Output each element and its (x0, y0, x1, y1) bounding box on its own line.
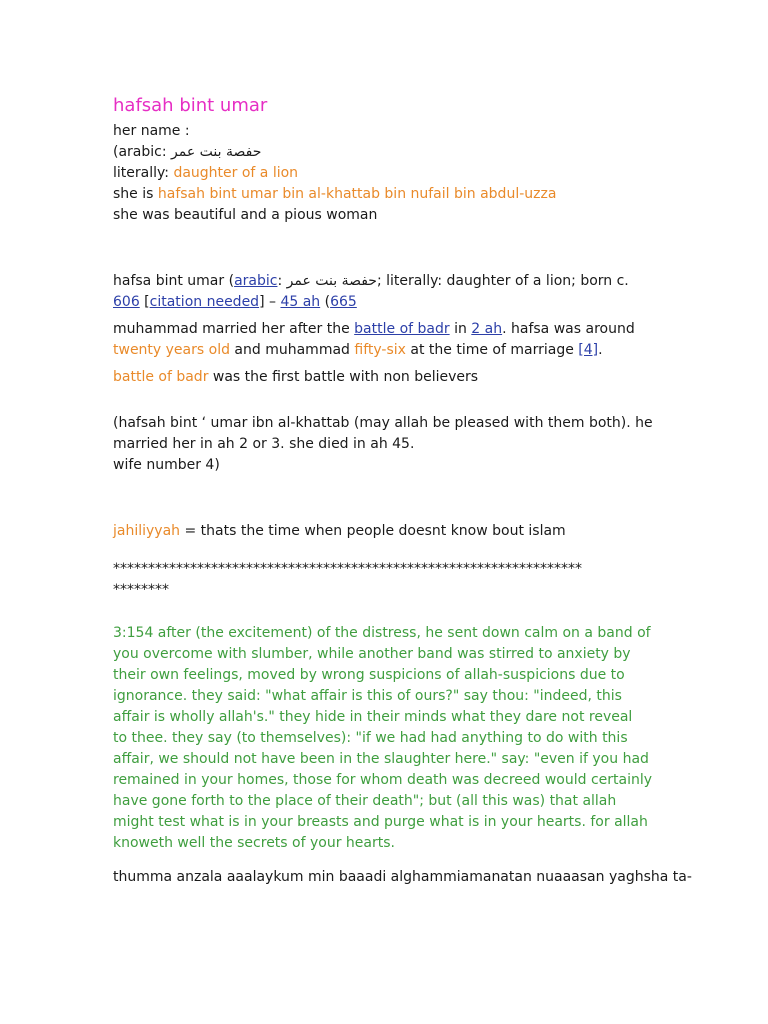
battle-line (113, 367, 658, 388)
ah-2-link[interactable]: 2 ah (471, 321, 503, 337)
verse-line: knoweth well the secrets of your hearts. (113, 835, 395, 851)
verse-paragraph (113, 623, 658, 854)
verse-line: to thee. they say (to themselves): "if we had had anything to do with this (113, 730, 628, 746)
bio-text: ] – (259, 294, 281, 310)
bio-text: : (277, 273, 287, 289)
marriage-text: muhammad married her after the (113, 321, 355, 337)
age-him: fifty-six (354, 342, 406, 358)
note-line-2: married her in ah 2 or 3. she died in ah 45. (113, 436, 415, 452)
bio-line-2 (113, 292, 658, 313)
verse-line: have gone forth to the place of their death"; but (all this was) that allah (113, 793, 617, 809)
marriage-text: and muhammad (229, 342, 355, 358)
jahiliyyah-line (113, 521, 658, 542)
note-line-1: (hafsah bint ‘ umar ibn al-khattab (may allah be pleased with them both). he (113, 415, 653, 431)
bio-arabic-name: حفصة بنت عمر (286, 273, 377, 289)
bio-paragraph (113, 271, 658, 313)
ah-45-link[interactable]: 45 ah (280, 294, 321, 310)
jahiliyyah-term: jahiliyyah (113, 523, 181, 539)
marriage-paragraph (113, 319, 658, 361)
verse-line: their own feelings, moved by wrong suspicions of allah-suspicions due to (113, 667, 625, 683)
bio-line-1 (113, 271, 658, 292)
arabic-prefix: (arabic: (113, 144, 172, 160)
she-is-value: hafsah bint umar bin al-khattab bin nufail bin abdul-uzza (157, 186, 557, 202)
verse-line: you overcome with slumber, while another band was stirred to anxiety by (113, 646, 631, 662)
bio-text: hafsa bint umar ( (113, 273, 235, 289)
page-title: hafsah bint umar (113, 95, 268, 116)
document-page (113, 94, 692, 888)
verse-line: remained in your homes, those for whom death was decreed would certainly (113, 772, 653, 788)
separator (113, 559, 658, 601)
literally-line (113, 163, 658, 184)
verse-line: affair is wholly allah's." they hide in their minds what they dare not reveal (113, 709, 633, 725)
age-her: twenty years old (113, 342, 230, 358)
separator-line-2: ******** (113, 582, 169, 598)
jahiliyyah-text: = thats the time when people doesnt know bout islam (180, 523, 566, 539)
bio-text: [ (139, 294, 150, 310)
literally-label: literally: (113, 165, 174, 181)
she-is-line (113, 184, 658, 205)
marriage-text: in (449, 321, 472, 337)
bio-text: ( (320, 294, 331, 310)
battle-of-badr-link[interactable]: battle of badr (354, 321, 450, 337)
arabic-name-line (113, 142, 658, 163)
bio-text: ; literally: daughter of a lion; born c. (376, 273, 629, 289)
year-665-link[interactable]: 665 (330, 294, 357, 310)
arabic-link[interactable]: arabic (234, 273, 278, 289)
note-paragraph (113, 413, 658, 476)
literally-value: daughter of a lion (173, 165, 299, 181)
citation-needed-link[interactable]: citation needed (149, 294, 260, 310)
intro-section (113, 121, 658, 226)
description-line: she was beautiful and a pious woman (113, 207, 378, 223)
marriage-line-2 (113, 340, 658, 361)
name-label: her name : (113, 123, 190, 139)
verse-line: 3:154 after (the excitement) of the distress, he sent down calm on a band of (113, 625, 651, 641)
arabic-name: حفصة بنت عمر (171, 144, 262, 160)
marriage-text: at the time of marriage (405, 342, 579, 358)
marriage-text: . hafsa was around (502, 321, 635, 337)
separator-line-1: ******************************************************************* (113, 561, 582, 577)
note-line-3: wife number 4) (113, 457, 220, 473)
verse-line: affair, we should not have been in the slaughter here." say: "even if you had (113, 751, 649, 767)
battle-text: was the first battle with non believers (208, 369, 479, 385)
verse-line: might test what is in your breasts and purge what is in your hearts. for allah (113, 814, 648, 830)
reference-4-link[interactable]: [4] (578, 342, 599, 358)
she-is-label: she is (113, 186, 158, 202)
marriage-text: . (598, 342, 603, 358)
verse-line: ignorance. they said: "what affair is this of ours?" say thou: "indeed, this (113, 688, 622, 704)
year-606-link[interactable]: 606 (113, 294, 140, 310)
marriage-line-1 (113, 319, 658, 340)
transliteration-line: thumma anzala aaalaykum min baaadi alghammiamanatan nuaaasan yaghsha ta- (113, 869, 692, 885)
battle-name: battle of badr (113, 369, 209, 385)
